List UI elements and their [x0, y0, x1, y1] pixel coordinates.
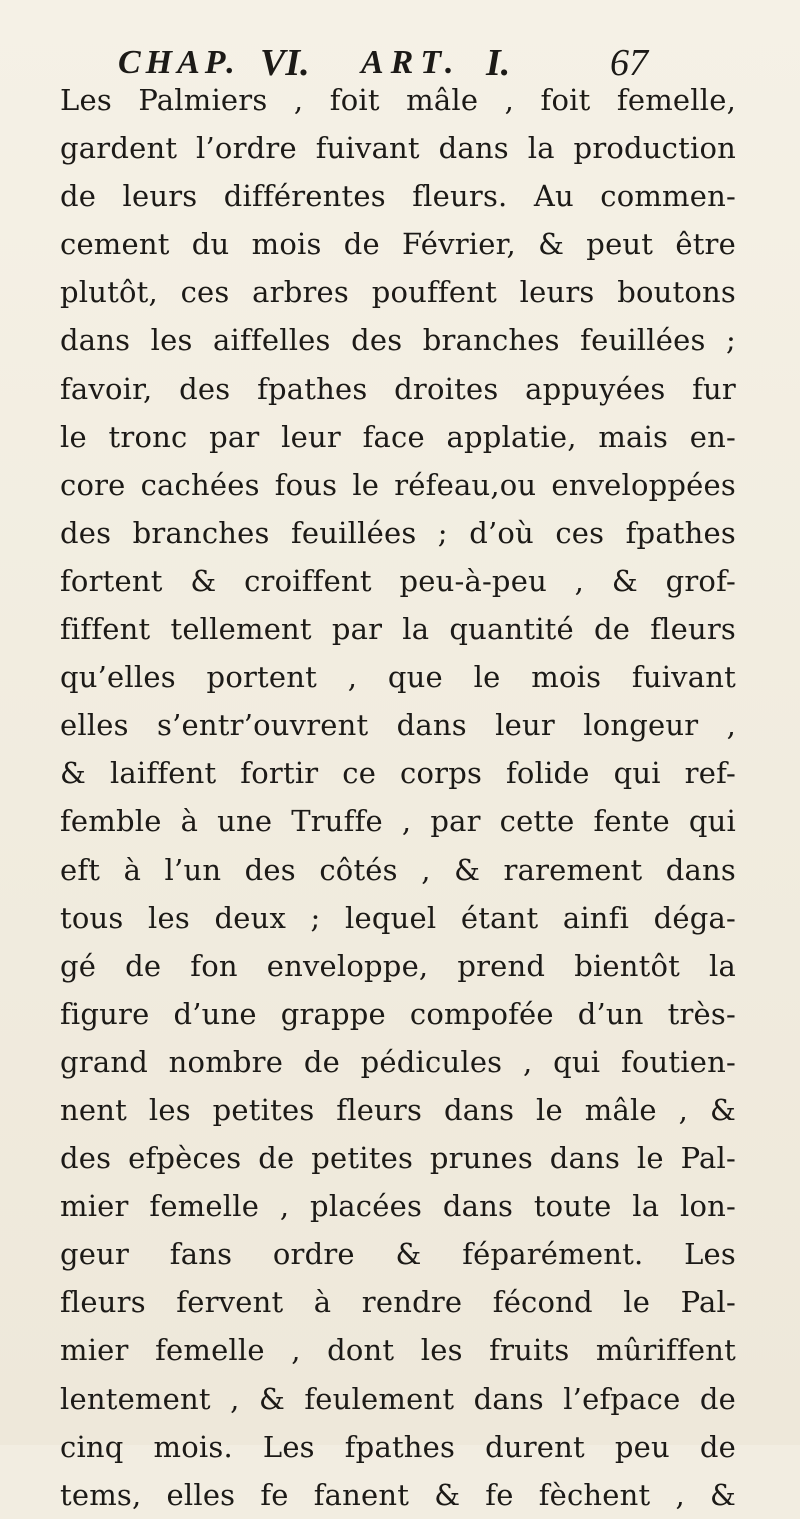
text-line: tous les deux ; lequel étant ainfi déga-: [60, 900, 736, 935]
text-line: fiffent tellement par la quantité de fleurs: [60, 612, 736, 647]
body-text: [60, 76, 736, 1519]
text-line: geur fans ordre & féparément. Les: [60, 1237, 736, 1272]
chapter-number: VI.: [260, 42, 310, 84]
text-line: nent les petites fleurs dans le mâle , &: [60, 1092, 736, 1127]
text-line: mier femelle , dont les fruits mûriffent: [60, 1333, 736, 1368]
text-line: des efpèces de petites prunes dans le Pal-: [60, 1141, 736, 1176]
text-line: fortent & croiffent peu-à-peu , & grof-: [60, 563, 736, 598]
text-line: & laiffent fortir ce corps folide qui ref-: [60, 756, 736, 791]
text-line: tems, elles fe fanent & fe fèchent , &: [60, 1477, 736, 1512]
text-line: eft à l’un des côtés , & rarement dans: [60, 852, 736, 887]
article-label: ART.: [361, 44, 461, 81]
text-line: gardent l’ordre fuivant dans la production: [60, 131, 736, 166]
text-line: mier femelle , placées dans toute la lon-: [60, 1189, 736, 1224]
text-line: cinq mois. Les fpathes durent peu de: [60, 1429, 736, 1464]
text-line: le tronc par leur face applatie, mais en-: [60, 419, 736, 454]
text-line: cement du mois de Février, & peut être: [60, 227, 736, 262]
page-number: 67: [610, 42, 648, 84]
chapter-label: CHAP.: [118, 44, 240, 81]
text-line: qu’elles portent , que le mois fuivant: [60, 660, 736, 695]
text-line: grand nombre de pédicules , qui foutien-: [60, 1044, 736, 1079]
text-line: elles s’entr’ouvrent dans leur longeur ,: [60, 708, 736, 743]
text-line: Les Palmiers , foit mâle , foit femelle,: [60, 83, 736, 117]
text-line: gé de fon enveloppe, prend bientôt la: [60, 948, 736, 983]
text-line: favoir, des fpathes droites appuyées fur: [60, 371, 736, 406]
article-number: I.: [486, 42, 511, 84]
text-line: lentement , & feulement dans l’efpace de: [60, 1381, 736, 1416]
text-line: de leurs différentes fleurs. Au commen-: [60, 179, 736, 214]
text-line: plutôt, ces arbres pouffent leurs boutons: [60, 275, 736, 310]
text-line: femble à une Truffe , par cette fente qui: [60, 804, 736, 839]
text-line: core cachées fous le réfeau,ou enveloppées: [60, 467, 736, 502]
text-line: figure d’une grappe compofée d’un très-: [60, 996, 736, 1031]
text-line: des branches feuillées ; d’où ces fpathes: [60, 515, 736, 550]
text-line: fleurs fervent à rendre fécond le Pal-: [60, 1285, 736, 1320]
text-line: dans les aiffelles des branches feuillées ;: [60, 323, 736, 358]
